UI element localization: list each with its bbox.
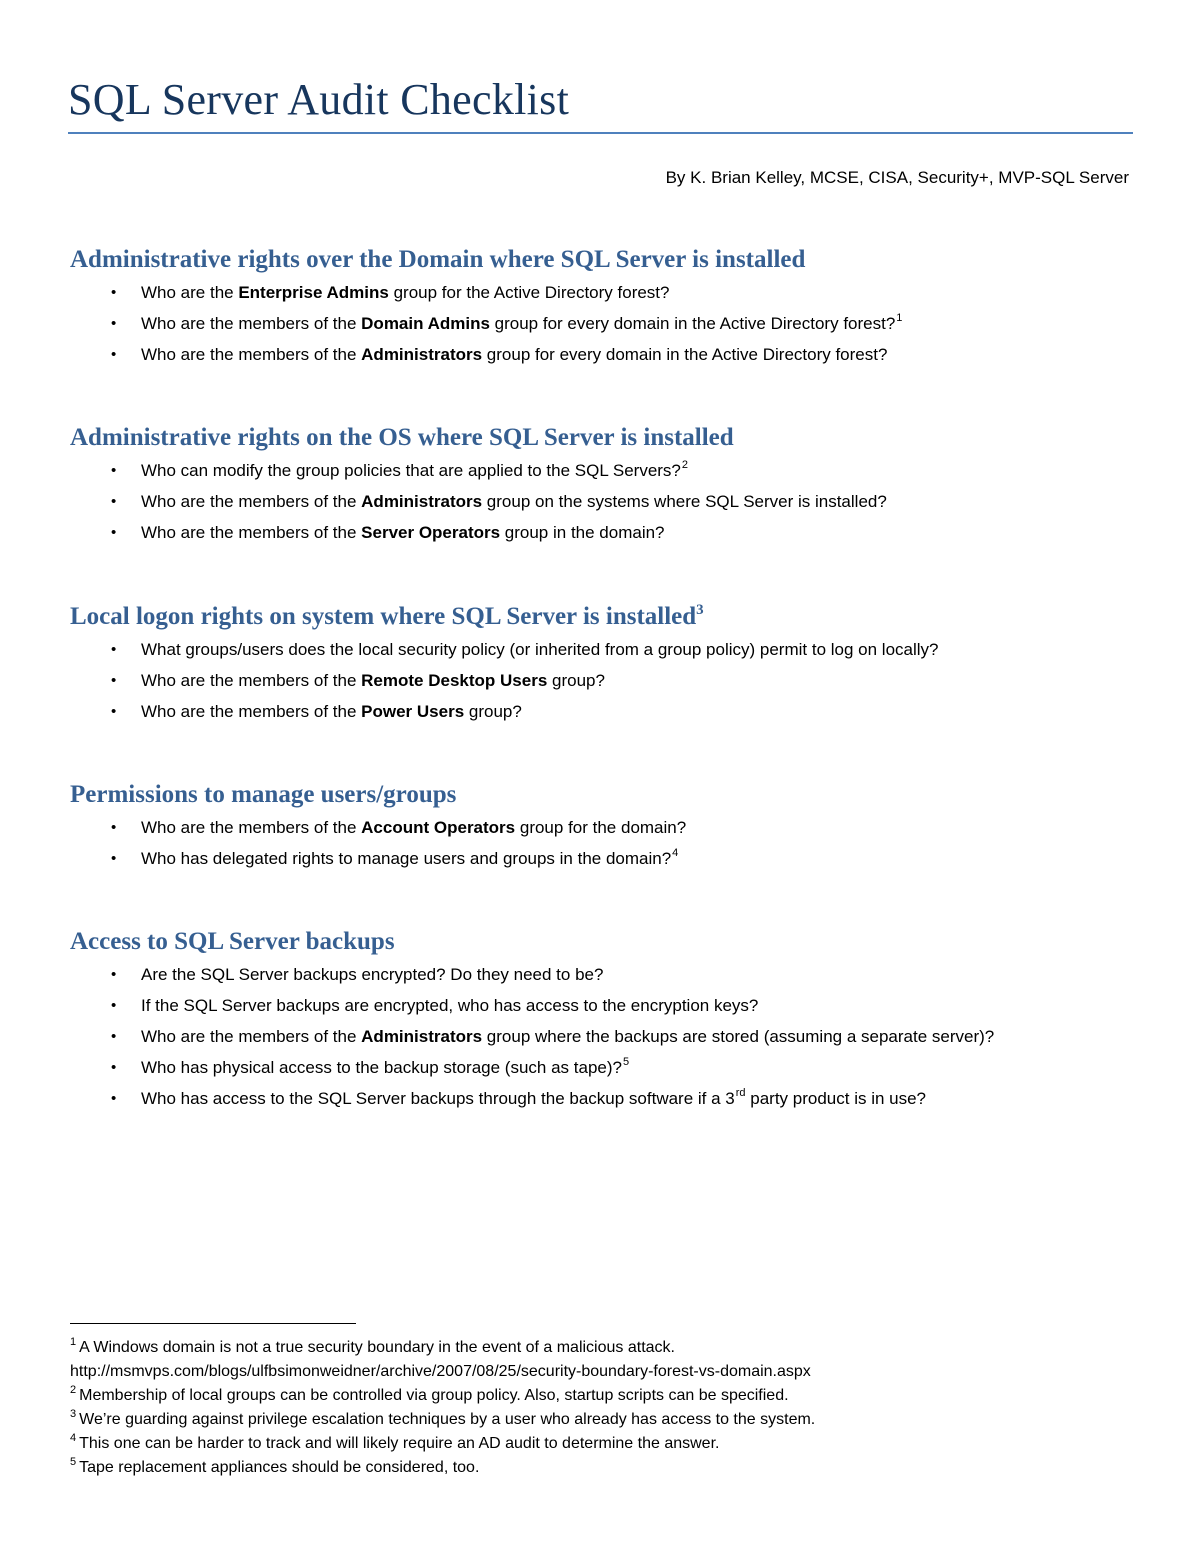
bullet-icon: • <box>111 315 117 332</box>
bullet-icon: • <box>111 850 117 867</box>
bullet-icon: • <box>111 641 117 658</box>
section-backup-access <box>70 925 1150 1114</box>
section-local-logon-rights <box>70 600 1150 727</box>
bullet-icon: • <box>111 703 117 720</box>
footnote-ref: 1 <box>896 312 903 324</box>
checklist <box>70 959 1150 1114</box>
checklist-item: • Who has physical access to the backup storage (such as tape)?$^5$ <box>70 1052 1150 1083</box>
bullet-icon: • <box>111 1028 117 1045</box>
checklist-item: • Who can modify the group policies that are applied to the SQL Servers?$^2$ <box>70 455 1150 486</box>
title-underline <box>68 132 1133 134</box>
checklist-item: • Who are the members of the Remote Desktop Users group? <box>70 665 1150 696</box>
checklist-item: • What groups/users does the local security policy (or inherited from a group policy) permit to log on locally? <box>70 634 1150 665</box>
section-heading: Administrative rights over the Domain where SQL Server is installed <box>70 246 806 273</box>
checklist <box>70 277 1150 370</box>
section-heading: Access to SQL Server backups <box>70 928 395 955</box>
checklist-item: • Who are the members of the Server Operators group in the domain? <box>70 517 1150 548</box>
author-byline: By K. Brian Kelley, MCSE, CISA, Security+, MVP-SQL Server <box>665 168 1129 187</box>
footnotes <box>70 1336 1150 1480</box>
section-heading: Administrative rights on the OS where SQL Server is installed <box>70 424 734 451</box>
section-manage-users-groups <box>70 778 1150 874</box>
checklist <box>70 812 1150 874</box>
ordinal-suffix: rd <box>735 1087 746 1099</box>
checklist-item: • Who are the members of the Domain Admins group for every domain in the Active Directory forest?$^1$ <box>70 308 1150 339</box>
checklist-item: • Are the SQL Server backups encrypted? Do they need to be? <box>70 959 1150 990</box>
checklist-item: • Who has access to the SQL Server backups through the backup software if a 3rd party product is in use? <box>70 1083 1150 1114</box>
footnote-ref: 4 <box>672 847 679 859</box>
section-heading: Permissions to manage users/groups <box>70 781 457 808</box>
bullet-icon: • <box>111 672 117 689</box>
footnote-ref: 3 <box>696 602 704 618</box>
bullet-icon: • <box>111 462 117 479</box>
section-os-admin-rights <box>70 421 1150 548</box>
bullet-icon: • <box>111 997 117 1014</box>
checklist-item: • If the SQL Server backups are encrypted, who has access to the encryption keys? <box>70 990 1150 1021</box>
footnote-ref: 2 <box>681 459 689 471</box>
checklist <box>70 634 1150 727</box>
footnote-2: $^2$ Membership of local groups can be controlled via group policy. Also, startup scripts can be specified. <box>70 1384 789 1404</box>
footnote-1: $^1$ A Windows domain is not a true security boundary in the event of a malicious attack. <box>70 1336 675 1356</box>
footnote-ref: 5 <box>622 1056 630 1068</box>
checklist-item: • Who are the members of the Account Operators group for the domain? <box>70 812 1150 843</box>
checklist-item: • Who are the members of the Power Users group? <box>70 696 1150 727</box>
footnote-5: $^5$ Tape replacement appliances should be considered, too. <box>70 1456 480 1476</box>
bullet-icon: • <box>111 493 117 510</box>
checklist <box>70 455 1150 548</box>
document-title: SQL Server Audit Checklist <box>68 75 570 124</box>
checklist-item: • Who are the members of the Administrators group where the backups are stored (assuming a separate server)? <box>70 1021 1150 1052</box>
bullet-icon: • <box>111 284 117 301</box>
bullet-icon: • <box>111 1090 117 1107</box>
footnote-3: $^3$ We’re guarding against privilege escalation techniques by a user who already has access to the system. <box>70 1408 816 1428</box>
footnote-4: $^4$ This one can be harder to track and will likely require an AD audit to determine the answer. <box>70 1432 720 1452</box>
bullet-icon: • <box>111 966 117 983</box>
checklist-item: • Who are the Enterprise Admins group for the Active Directory forest? <box>70 277 1150 308</box>
section-domain-admin-rights <box>70 243 1150 370</box>
bullet-icon: • <box>111 524 117 541</box>
bullet-icon: • <box>111 346 117 363</box>
checklist-item: • Who has delegated rights to manage users and groups in the domain?$^4$ <box>70 843 1150 874</box>
footnote-separator <box>70 1323 356 1324</box>
bullet-icon: • <box>111 1059 117 1076</box>
footnote-1-link[interactable]: http://msmvps.com/blogs/ulfbsimonweidner/archive/2007/08/25/security-boundary-forest-vs-domain.aspx <box>70 1363 811 1380</box>
section-heading: Local logon rights on system where SQL Server is installed$^3$ <box>70 602 704 630</box>
checklist-item: • Who are the members of the Administrators group on the systems where SQL Server is installed? <box>70 486 1150 517</box>
checklist-item: • Who are the members of the Administrators group for every domain in the Active Directory forest? <box>70 339 1150 370</box>
bullet-icon: • <box>111 819 117 836</box>
